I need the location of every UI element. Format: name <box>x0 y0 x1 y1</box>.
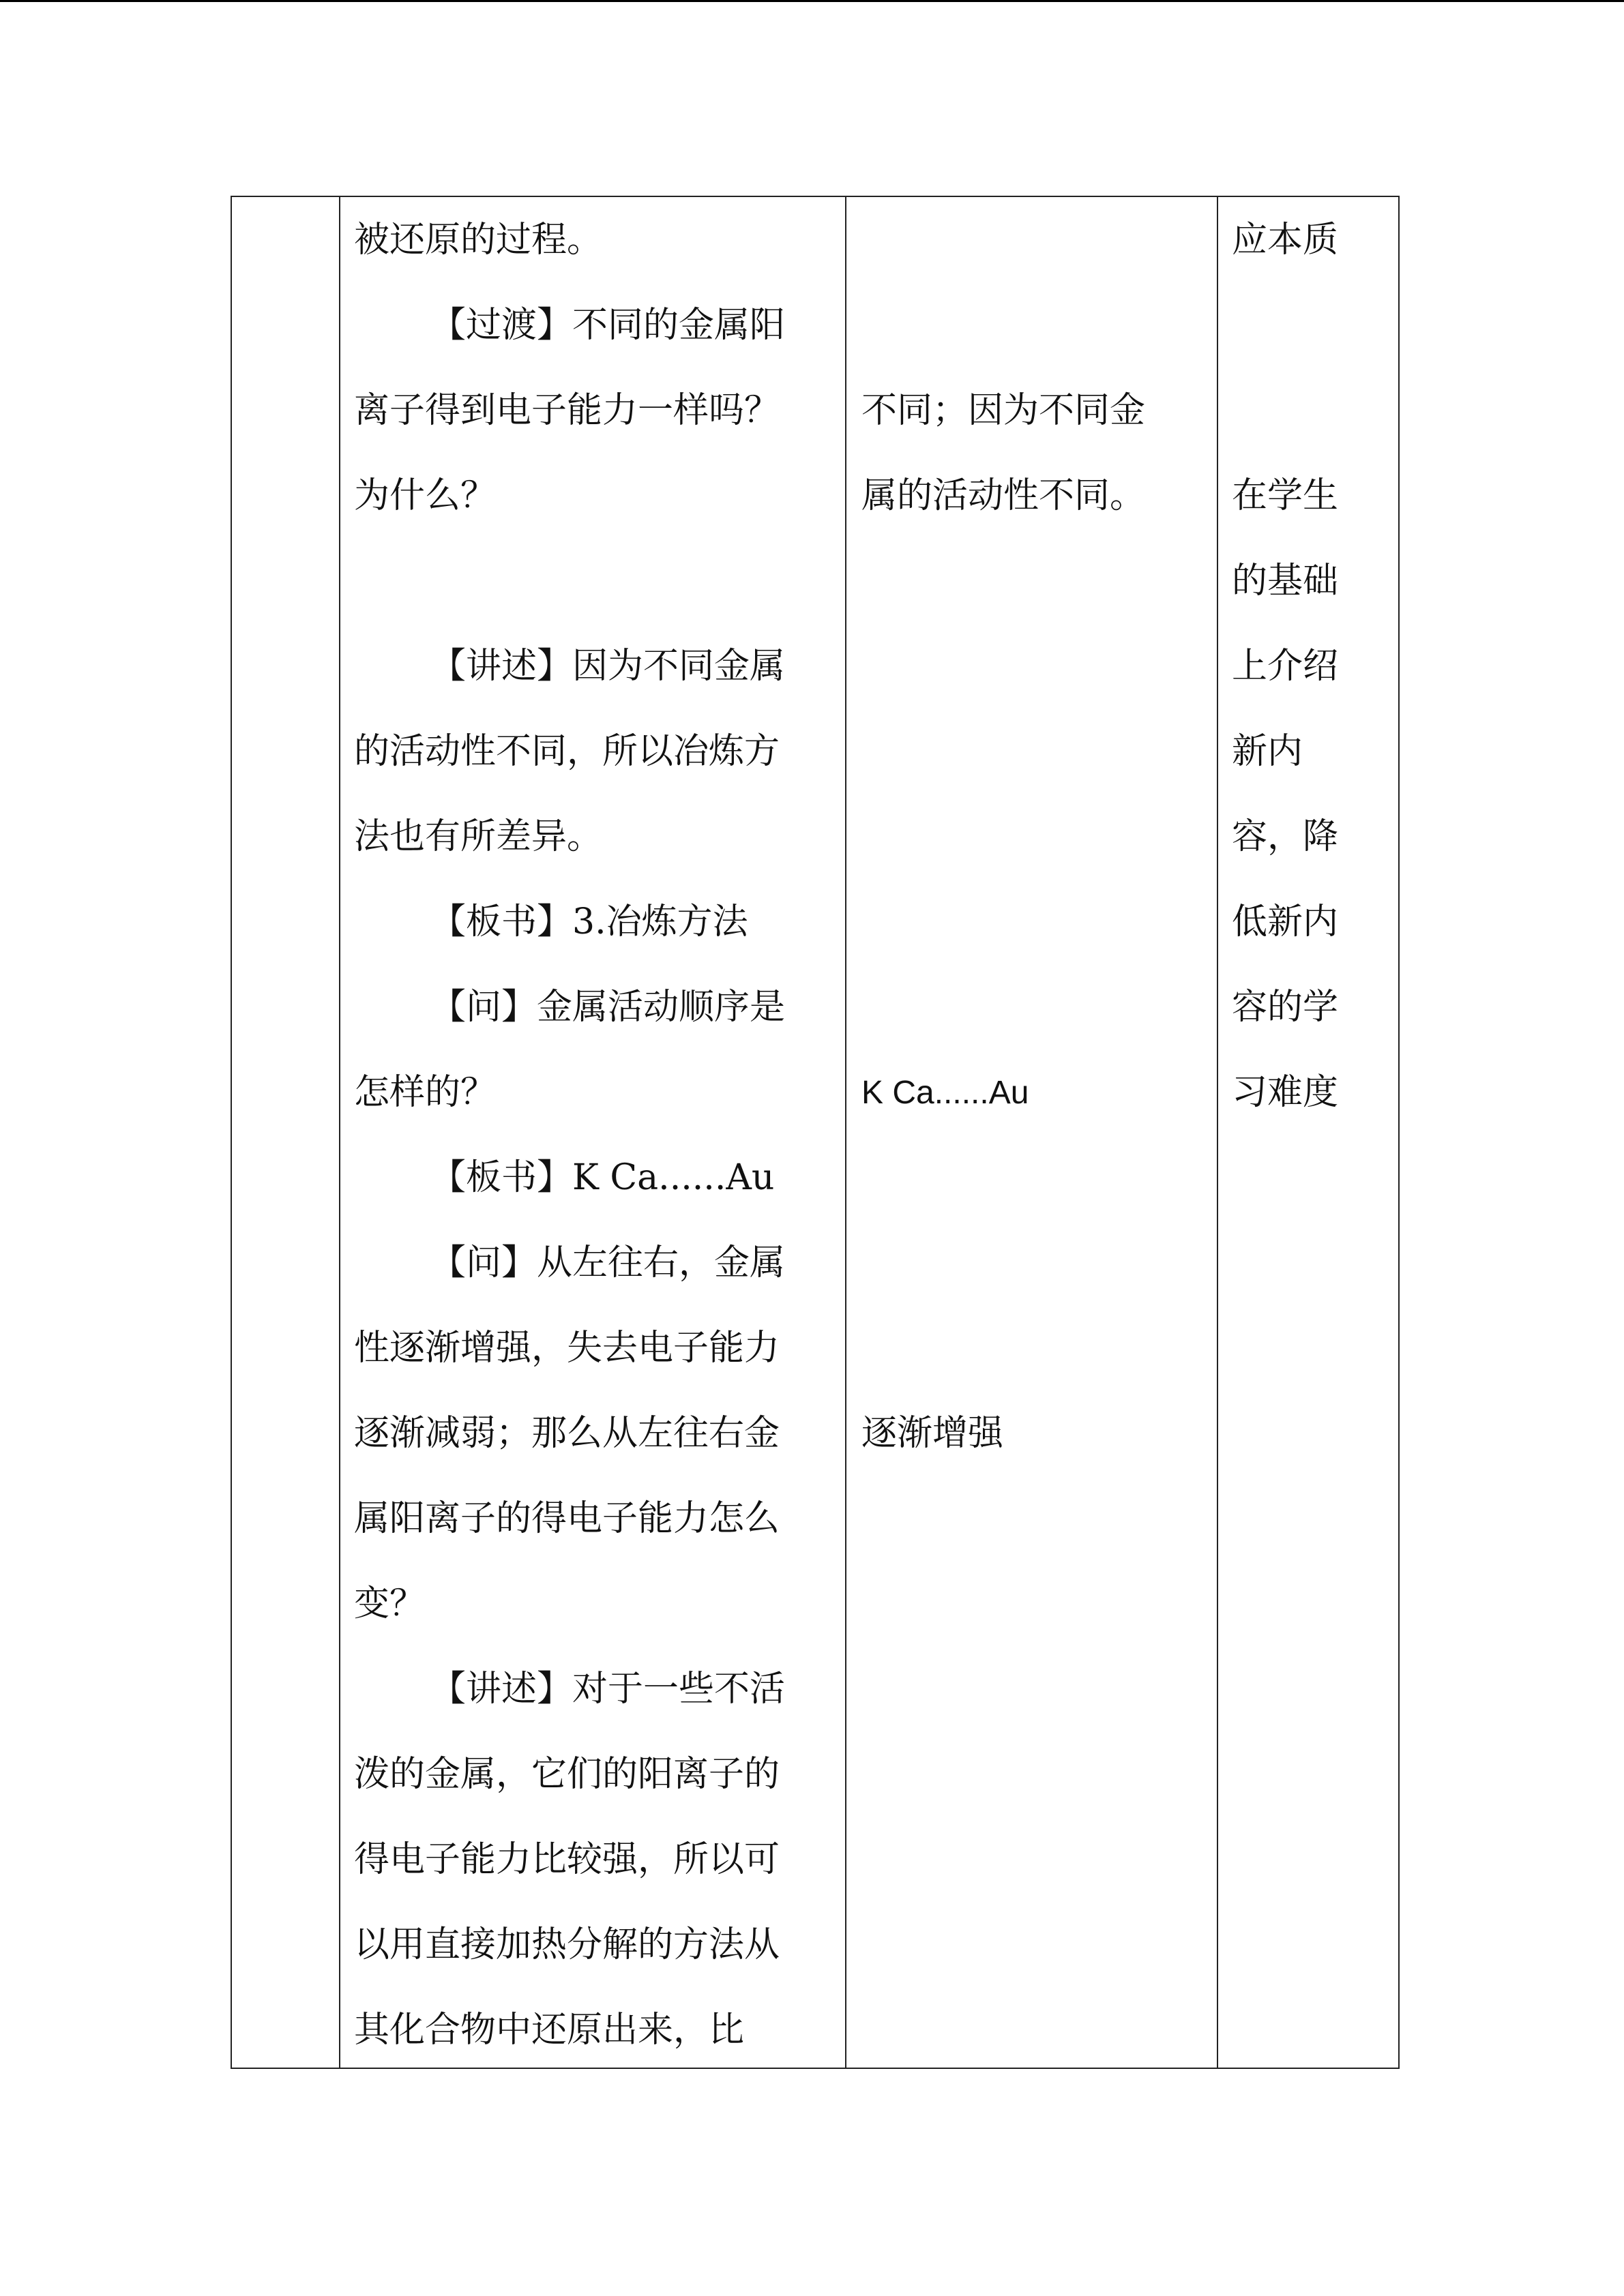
teacher-line: 的活动性不同，所以冶炼方 <box>354 731 780 772</box>
intent-line: 容的学 <box>1232 987 1339 1028</box>
teacher-line: 法也有所差异。 <box>354 816 603 857</box>
teacher-line: 【板书】3.冶炼方法 <box>430 901 748 942</box>
intent-line: 应本质 <box>1232 220 1339 260</box>
intent-line: 的基础 <box>1232 561 1339 601</box>
teacher-line: 其化合物中还原出来，比 <box>354 2010 745 2051</box>
teacher-line: 【板书】K Ca......Au <box>430 1157 775 1198</box>
student-answer-line: 属的活动性不同。 <box>861 475 1146 516</box>
teacher-activity-cell <box>340 196 846 2068</box>
intent-line: 新内 <box>1232 731 1303 772</box>
student-answer-line: 不同；因为不同金 <box>861 390 1146 431</box>
teacher-line: 为什么？ <box>354 475 497 516</box>
lesson-plan-table <box>231 196 1400 2069</box>
intent-line: 上介绍 <box>1232 646 1339 687</box>
teacher-line: 怎样的？ <box>354 1072 497 1113</box>
teacher-line: 泼的金属，它们的阳离子的 <box>354 1754 780 1795</box>
student-answer-line: 逐渐增强 <box>861 1413 1004 1454</box>
intent-line: 容，降 <box>1232 816 1339 857</box>
student-answer-line: K Ca......Au <box>861 1075 1029 1111</box>
teacher-line: 逐渐减弱；那么从左往右金 <box>354 1413 780 1454</box>
teacher-line: 【讲述】因为不同金属 <box>430 646 786 687</box>
teacher-line: 【讲述】对于一些不活 <box>430 1669 786 1710</box>
teacher-line: 以用直接加热分解的方法从 <box>354 1924 780 1965</box>
teacher-line: 离子得到电子能力一样吗？ <box>354 390 780 431</box>
intent-line: 习难度 <box>1232 1072 1339 1113</box>
student-activity-cell <box>846 196 1217 2068</box>
teacher-line: 性逐渐增强，失去电子能力 <box>354 1328 780 1369</box>
stage-cell <box>231 196 340 2068</box>
teacher-line: 【问】从左往右，金属 <box>430 1242 786 1283</box>
teacher-line: 被还原的过程。 <box>354 220 603 260</box>
teacher-line: 变？ <box>354 1583 426 1624</box>
teacher-line: 属阳离子的得电子能力怎么 <box>354 1498 780 1539</box>
page-top-border <box>0 0 1624 2</box>
teacher-line: 【问】金属活动顺序是 <box>430 987 786 1028</box>
intent-line: 在学生 <box>1232 475 1339 516</box>
teacher-line: 【过渡】不同的金属阳 <box>430 305 786 346</box>
intent-line: 低新内 <box>1232 901 1339 942</box>
teacher-line: 得电子能力比较强，所以可 <box>354 1839 780 1880</box>
design-intent-cell <box>1217 196 1399 2068</box>
table-row <box>231 196 1399 2068</box>
